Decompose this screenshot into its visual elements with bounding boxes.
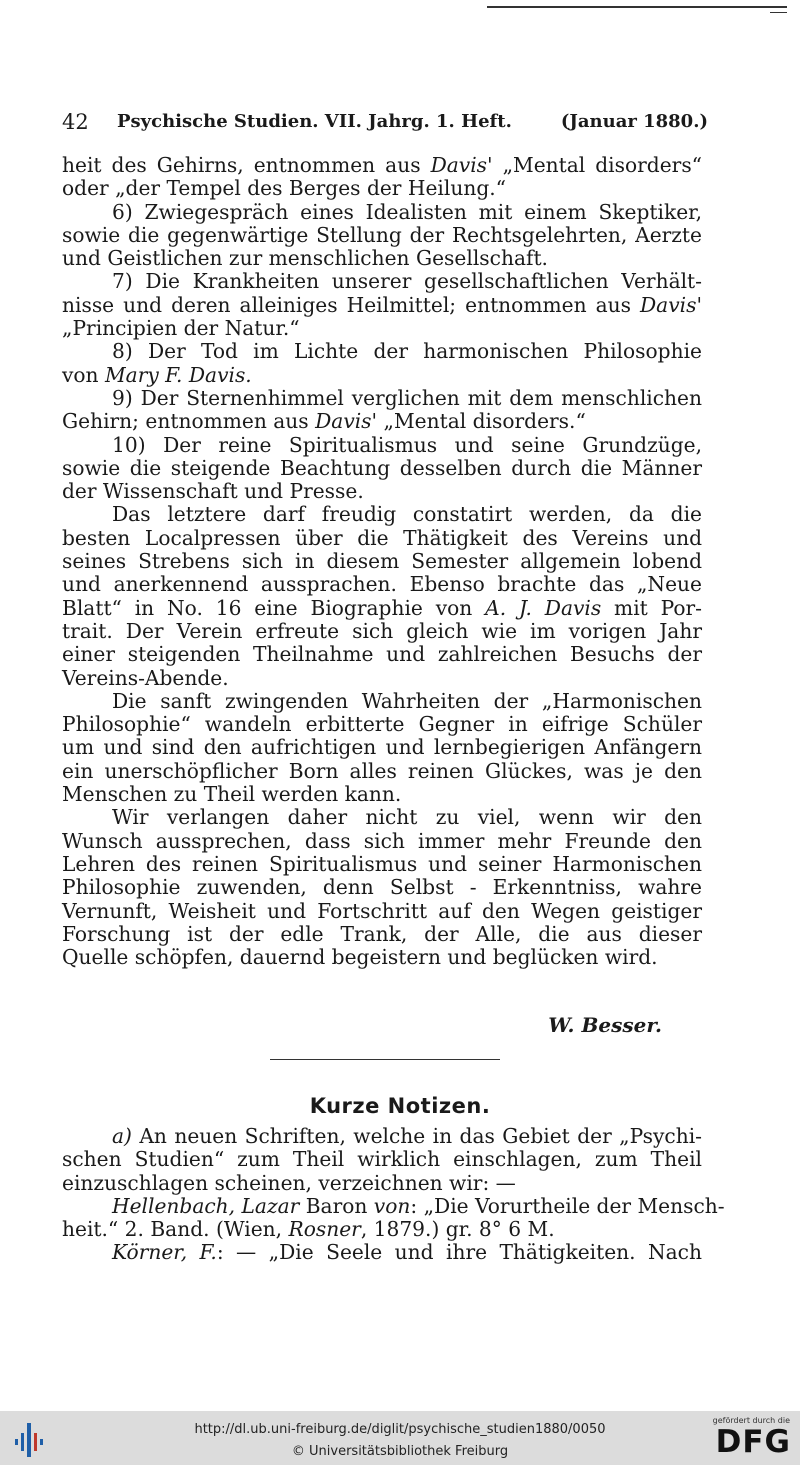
text-segment: heit.“ 2. Band. (Wien,	[62, 1217, 289, 1242]
text-segment: Wir verlangen daher nicht zu viel, wenn wir den	[112, 805, 702, 830]
text-segment: : „Die Vorurtheile der Mensch-	[410, 1193, 725, 1218]
text-line	[62, 713, 702, 736]
text-line	[62, 923, 702, 946]
text-segment: und Geistlichen zur menschlichen Gesellschaft.	[62, 246, 548, 271]
text-segment: heit des Gehirns, entnommen aus	[62, 153, 431, 177]
running-head: Psychische Studien. VII. Jahrg. 1. Heft.	[117, 111, 512, 132]
text-segment: Forschung ist der edle Trank, der Alle, die aus dieser	[62, 921, 702, 946]
text-line	[62, 853, 702, 876]
top-rule-short	[770, 12, 787, 13]
issue-date: (Januar 1880.)	[560, 111, 708, 132]
text-line	[62, 527, 702, 550]
text-line	[62, 410, 702, 433]
text-line	[62, 736, 702, 759]
text-segment: sowie die steigende Beachtung desselben durch die Männer	[62, 455, 702, 480]
text-line	[62, 480, 702, 503]
source-url[interactable]: http://dl.ub.uni-freiburg.de/diglit/psychische_studien1880/0050	[194, 1422, 606, 1437]
text-segment: Wunsch aussprechen, dass sich immer mehr Freunde den	[62, 828, 702, 853]
text-line	[62, 550, 702, 573]
text-line	[62, 1218, 702, 1241]
text-segment: Die sanft zwingenden Wahrheiten der „Harmonischen	[112, 688, 702, 713]
text-segment: : — „Die Seele und ihre Thätigkeiten. Nach	[216, 1240, 702, 1265]
page-number: 42	[62, 110, 89, 134]
text-segment: oder „der Tempel des Berges der Heilung.“	[62, 176, 507, 201]
text-segment: Philosophie zuwenden, denn Selbst - Erkenntniss, wahre	[62, 875, 702, 900]
text-line	[62, 946, 702, 969]
italic-text: Davis'	[640, 292, 702, 317]
text-segment: von	[62, 362, 105, 387]
text-line	[62, 1125, 702, 1148]
text-segment: sowie die gegenwärtige Stellung der Rechtsgelehrten, Aerzte	[62, 222, 702, 247]
text-line	[62, 247, 702, 270]
italic-text: a)	[112, 1124, 132, 1148]
text-segment: mit Por-	[601, 595, 702, 620]
text-segment: besten Localpressen über die Thätigkeit des Vereins und	[62, 525, 702, 550]
text-segment: Philosophie“ wandeln erbitterte Gegner in eifrige Schüler	[62, 712, 702, 737]
text-segment: der Wissenschaft und Presse.	[62, 479, 364, 504]
text-line	[62, 457, 702, 480]
text-line	[62, 340, 702, 363]
text-line	[62, 503, 702, 526]
text-segment: seines Strebens sich in diesem Semester allgemein lobend	[62, 549, 702, 574]
text-line	[62, 900, 702, 923]
italic-text: Rosner	[288, 1217, 361, 1242]
text-segment: „Principien der Natur.“	[62, 316, 300, 341]
text-line	[62, 760, 702, 783]
body-text	[62, 154, 702, 969]
text-line	[62, 294, 702, 317]
top-rule	[487, 6, 787, 8]
text-segment: Vereins-Abende.	[62, 665, 229, 690]
text-line	[62, 364, 702, 387]
text-segment: , 1879.) gr. 8° 6 M.	[360, 1217, 555, 1242]
text-segment: An neuen Schriften, welche in das Gebiet der „Psychi-	[131, 1124, 702, 1148]
text-line	[62, 643, 702, 666]
text-segment: Gehirn; entnommen aus	[62, 409, 316, 434]
text-line	[62, 434, 702, 457]
text-line	[62, 224, 702, 247]
text-segment: Baron	[299, 1193, 374, 1218]
text-line	[62, 597, 702, 620]
italic-text: Davis'	[430, 153, 493, 177]
section-divider	[270, 1059, 500, 1060]
italic-text: Mary F. Davis.	[104, 362, 252, 387]
text-segment: „Mental disorders“	[492, 153, 703, 177]
text-line	[62, 573, 702, 596]
text-segment: 8) Der Tod im Lichte der harmonischen Philosophie	[112, 339, 702, 364]
notes-text	[62, 1124, 725, 1265]
text-segment: und anerkennend aussprachen. Ebenso brachte das „Neue	[62, 572, 702, 597]
footer-bar	[0, 1411, 800, 1465]
text-segment: 10) Der reine Spiritualismus und seine Grundzüge,	[112, 432, 702, 457]
dfg-caption: gefördert durch die	[712, 1416, 790, 1425]
text-line	[62, 876, 702, 899]
text-line	[62, 667, 702, 690]
text-segment: einzuschlagen scheinen, verzeichnen wir: —	[62, 1170, 516, 1195]
text-line	[62, 270, 702, 293]
italic-text: Körner, F.	[112, 1240, 217, 1265]
text-segment: um und sind den aufrichtigen und lernbegierigen Anfängern	[62, 735, 702, 760]
text-segment: Menschen zu Theil werden kann.	[62, 782, 402, 807]
text-line	[62, 830, 702, 853]
text-segment: Das letztere darf freudig constatirt werden, da die	[112, 502, 702, 527]
italic-text: A. J. Davis	[485, 595, 602, 620]
copyright-notice: © Universitätsbibliothek Freiburg	[291, 1444, 509, 1459]
text-line	[62, 387, 702, 410]
italic-text: von	[373, 1193, 411, 1218]
text-line	[62, 317, 702, 340]
text-segment: Lehren des reinen Spiritualismus und seiner Harmonischen	[62, 851, 702, 876]
text-line	[62, 154, 702, 177]
text-segment: 9) Der Sternenhimmel verglichen mit dem menschlichen	[112, 385, 702, 410]
text-line	[62, 620, 702, 643]
italic-text: Hellenbach, Lazar	[112, 1193, 300, 1218]
text-line	[62, 783, 702, 806]
section-title: Kurze Notizen.	[309, 1094, 491, 1118]
dfg-logo: DFG	[715, 1424, 791, 1460]
author-signature: W. Besser.	[548, 1013, 662, 1037]
text-line	[62, 1193, 725, 1218]
text-line	[62, 690, 702, 713]
text-line	[62, 1148, 702, 1171]
text-segment: nisse und deren alleiniges Heilmittel; entnommen aus	[62, 292, 640, 317]
text-segment: trait. Der Verein erfreute sich gleich wie im vorigen Jahr	[62, 618, 702, 643]
text-segment: 7) Die Krankheiten unserer gesellschaftlichen Verhält-	[112, 269, 702, 294]
text-segment: Vernunft, Weisheit und Fortschritt auf den Wegen geistiger	[62, 898, 702, 923]
page-header	[62, 110, 708, 136]
text-line	[62, 1172, 702, 1195]
text-segment: Blatt“ in No. 16 eine Biographie von	[62, 595, 486, 620]
text-segment: 6) Zwiegespräch eines Idealisten mit einem Skeptiker,	[112, 199, 702, 224]
italic-text: Davis'	[315, 409, 378, 434]
text-segment: ein unerschöpflicher Born alles reinen Glückes, was je den	[62, 758, 702, 783]
text-segment: schen Studien“ zum Theil wirklich einschlagen, zum Theil	[62, 1147, 702, 1172]
text-line	[62, 806, 702, 829]
text-line	[62, 177, 702, 200]
text-segment: „Mental disorders.“	[377, 409, 586, 434]
text-segment: Quelle schöpfen, dauernd begeistern und beglücken wird.	[62, 945, 658, 970]
text-line	[62, 1241, 702, 1264]
text-segment: einer steigenden Theilnahme und zahlreichen Besuchs der	[62, 642, 702, 667]
text-line	[62, 201, 702, 224]
